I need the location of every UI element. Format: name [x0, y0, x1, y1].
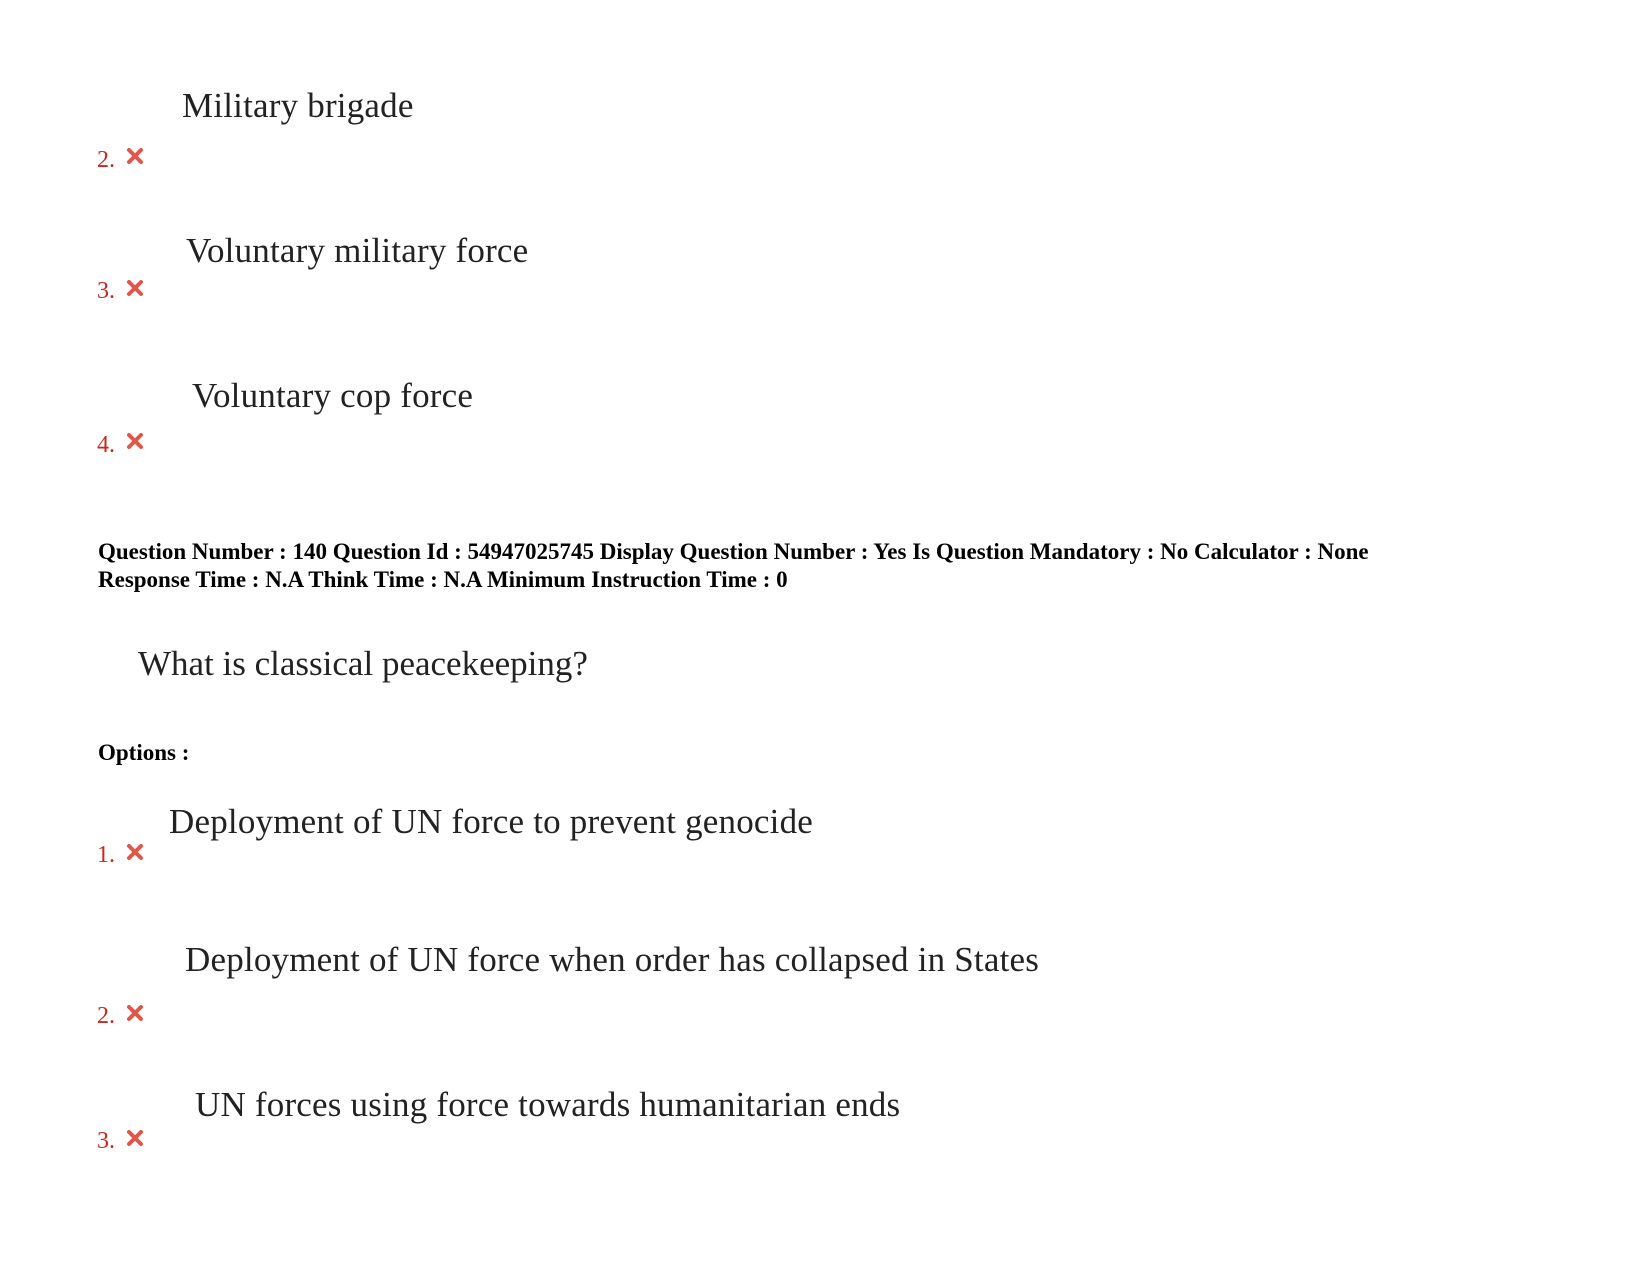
- cross-icon: [126, 279, 144, 297]
- option-number: 2.: [97, 1003, 115, 1029]
- option-number: 3.: [97, 1128, 115, 1154]
- cross-icon: [126, 1004, 144, 1022]
- option-number: 2.: [97, 147, 115, 173]
- option-text: Voluntary cop force: [192, 376, 474, 415]
- cross-icon: [126, 432, 144, 450]
- option-text: Military brigade: [182, 86, 414, 125]
- option-number: 3.: [97, 278, 115, 304]
- option-number: 4.: [97, 432, 115, 458]
- option-text: Deployment of UN force when order has collapsed in States: [185, 940, 1040, 979]
- question-meta-line1: Question Number : 140 Question Id : 54947025745 Display Question Number : Yes Is Question Mandatory : No Calculator : None: [98, 539, 1369, 564]
- option-text: UN forces using force towards humanitarian ends: [195, 1085, 901, 1124]
- cross-icon: [126, 843, 144, 861]
- question-meta-line2: Response Time : N.A Think Time : N.A Minimum Instruction Time : 0: [98, 567, 788, 592]
- question-text: What is classical peacekeeping?: [138, 644, 588, 683]
- cross-icon: [126, 1129, 144, 1147]
- option-number: 1.: [97, 842, 115, 868]
- question-meta: [98, 538, 1369, 594]
- cross-icon: [126, 147, 144, 165]
- option-text: Voluntary military force: [186, 231, 529, 270]
- options-label: Options :: [98, 740, 190, 765]
- option-text: Deployment of UN force to prevent genocide: [169, 802, 814, 841]
